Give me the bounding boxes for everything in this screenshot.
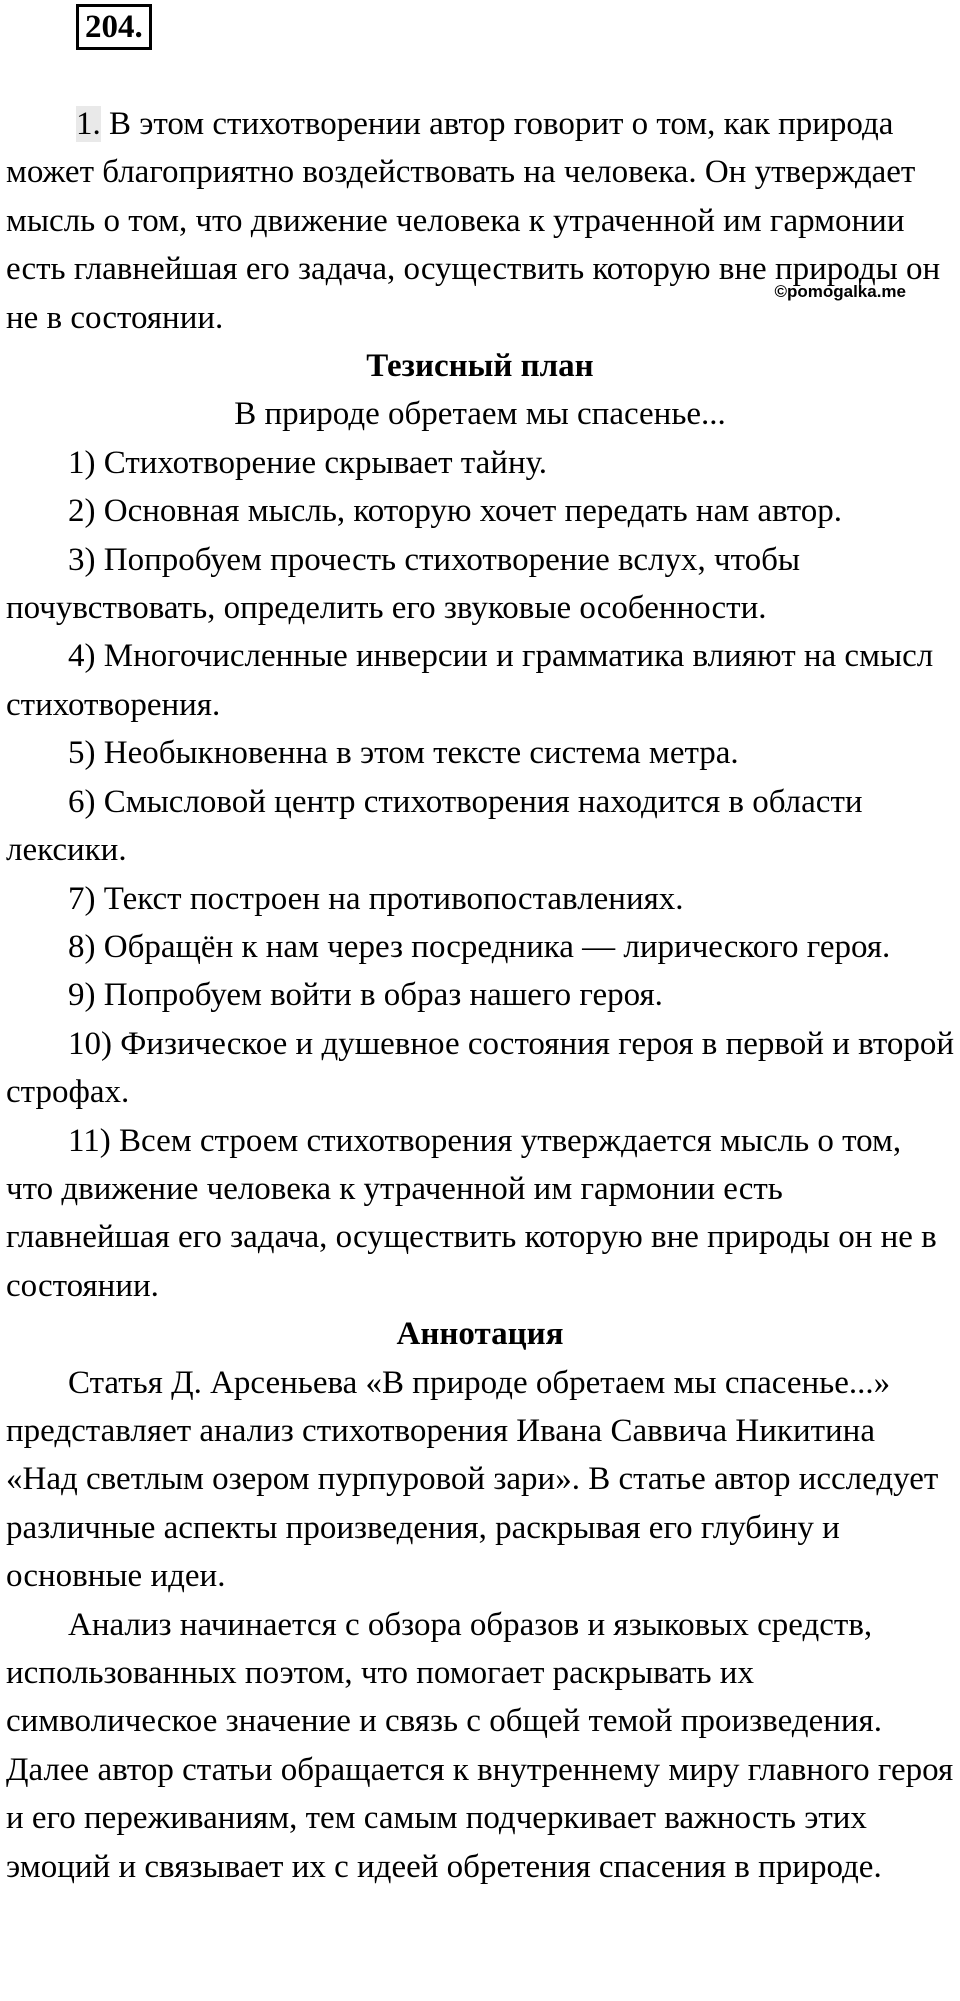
plan-item: 3) Попробуем прочесть стихотворение вслух, чтобы почувствовать, определить его звуковые особенности.	[6, 541, 801, 627]
watermark: ©pomogalka.me	[774, 282, 906, 301]
plan-item: 10) Физическое и душевное состояния героя в первой и второй строфах.	[6, 1025, 955, 1111]
plan-item: 5) Необыкновенна в этом тексте система метра.	[68, 735, 739, 772]
annotation-paragraph: Статья Д. Арсеньева «В природе обретаем мы спасенье...» представляет анализ стихотворения Ивана Саввича Никитина «Над светлым озером пурпуровой зари». В статье автор исследует различные аспекты произведения, раскрывая его глубину и основные идеи.	[6, 1364, 939, 1595]
answer-text	[6, 100, 954, 1891]
intro-paragraph	[6, 100, 954, 342]
intro-text: В этом стихотворении автор говорит о том, как природа может благоприятно воздействовать на человека. Он утверждает мысль о том, что движение человека к утраченной им гармонии есть главнейшая его задача, осуществить которую вне природы он не в состоянии.	[6, 106, 941, 336]
plan-item: 9) Попробуем войти в образ нашего героя.	[68, 977, 663, 1014]
task-number-box: 204.	[76, 4, 152, 50]
annotation-heading: Аннотация	[396, 1316, 564, 1353]
plan-item: 11) Всем строем стихотворения утверждается мысль о том, что движение человека к утраченной им гармонии есть главнейшая его задача, осуществить которую вне природы он не в состоянии.	[6, 1122, 937, 1304]
item-marker: 1.	[76, 106, 101, 142]
plan-item: 4) Многочисленные инверсии и грамматика влияют на смысл стихотворения.	[6, 638, 934, 723]
thesis-plan-epigraph: В природе обретаем мы спасенье...	[234, 396, 726, 433]
plan-item: 6) Смысловой центр стихотворения находится в области лексики.	[6, 783, 863, 869]
plan-item: 8) Обращён к нам через посредника — лирического героя.	[68, 928, 891, 965]
plan-item: 2) Основная мысль, которую хочет передать нам автор.	[68, 493, 843, 530]
annotation-paragraph: Анализ начинается с обзора образов и языковых средств, использованных поэтом, что помогает раскрывать их символическое значение и связь с общей темой произведения. Далее автор статьи обращается к внутреннему миру главного героя и его переживаниям, тем самым подчеркивает важность этих эмоций и связывает их с идеей обретения спасения в природе.	[6, 1606, 954, 1885]
plan-item: 7) Текст построен на противопоставлениях.	[68, 880, 684, 917]
thesis-plan-heading: Тезисный план	[366, 348, 594, 385]
plan-item: 1) Стихотворение скрывает тайну.	[68, 444, 548, 481]
